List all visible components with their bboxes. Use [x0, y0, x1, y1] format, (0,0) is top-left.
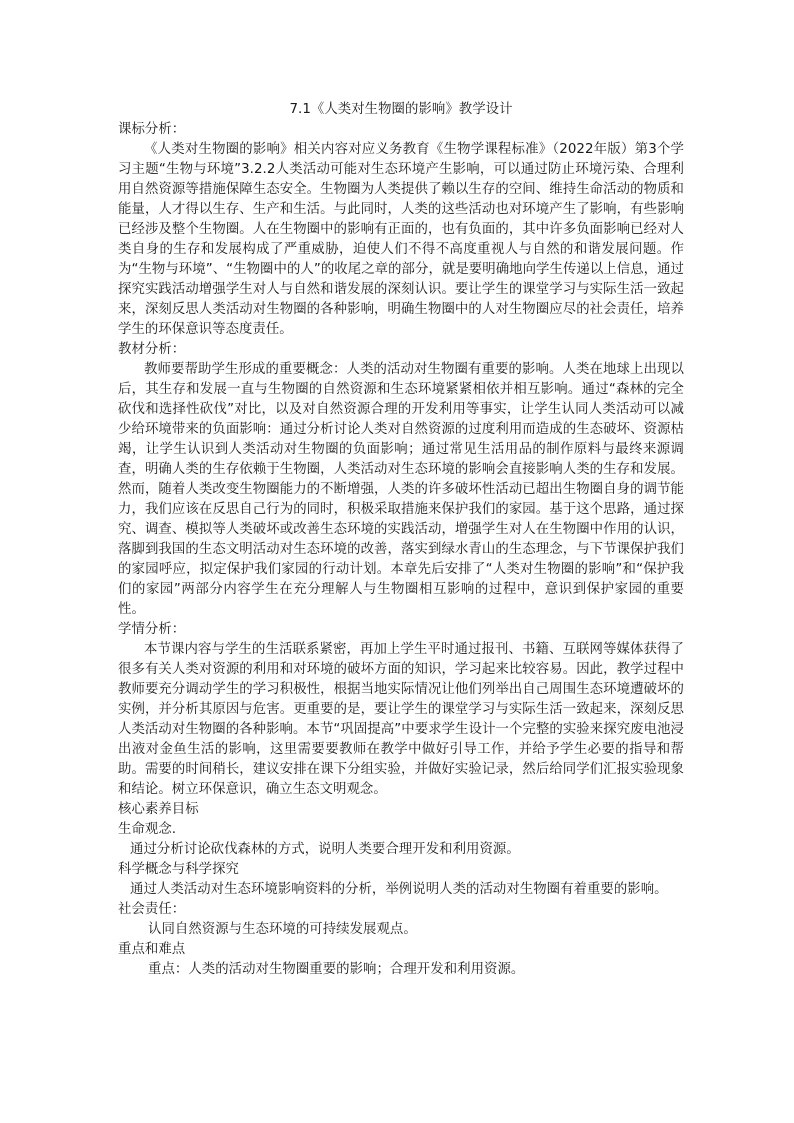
textbook-heading: 教材分析： — [118, 342, 186, 357]
social-heading: 社会责任： — [118, 902, 186, 917]
core-literacy-heading: 核心素养目标 — [118, 802, 199, 817]
science-text: 通过人类活动对生态环境影响资料的分析，举例说明人类的活动对生物圈有着重要的影响。 — [130, 882, 668, 897]
life-concept-heading: 生命观念. — [118, 822, 177, 837]
key-points-heading: 重点和难点 — [118, 942, 186, 957]
curriculum-paragraph: 《人类对生物圈的影响》相关内容对应义务教育《生物学课程标准》（2022年版）第3个学习主题“生物与环境”3.2.2人类活动可能对生态环境产生影响，可以通过防止环境污染、合理利用自然资源等措施保障生态安全。生物圈为人类提供了赖以生存的空间、维持生命活动的物质和能量，人才得以生存、生产和生活。与此同时，人类的这些活动也对环境产生了影响，有些影响已经涉及整个生物圈。人在生物圈中的影响有正面的，也有负面的，其中许多负面影响已经对人类自身的生存和发展构成了严重威胁，迫使人们不得不高度重视人与自然的和谐发展问题。作为“生物与环境”、“生物圈中的人”的收尾之章的部分，就是要明确地向学生传递以上信息，通过探究实践活动增强学生对人与自然和谐发展的深刻认识。要让学生的课堂学习与实际生活一致起来，深刻反思人类活动对生物圈的各种影响，明确生物圈中的人对生物圈应尽的社会责任，培养学生的环保意识等态度责任。 — [118, 142, 684, 337]
science-heading: 科学概念与科学探究 — [118, 862, 239, 877]
student-paragraph: 本节课内容与学生的生活联系紧密，再加上学生平时通过报刊、书籍、互联网等媒体获得了很多有关人类对资源的利用和对环境的破坏方面的知识，学习起来比较容易。因此，教学过程中教师要充分调动学生的学习积极性，根据当地实际情况让他们列举出自己周围生态环境遭破坏的实例，并分析其原因与危害。更重要的是，要让学生的课堂学习与实际生活一致起来，深刻反思人类活动对生物圈的各种影响。本节“巩固提高”中要求学生设计一个完整的实验来探究废电池浸出液对金鱼生活的影响，这里需要要教师在教学中做好引导工作，并给予学生必要的指导和帮助。需要的时间稍长，建议安排在课下分组实验，并做好实验记录，然后给同学们汇报实验现象和结论。树立环保意识，确立生态文明观念。 — [118, 642, 684, 797]
document-page — [118, 100, 684, 980]
curriculum-heading: 课标分析： — [118, 122, 186, 137]
textbook-paragraph: 教师要帮助学生形成的重要概念：人类的活动对生物圈有重要的影响。人类在地球上出现以后，其生存和发展一直与生物圈的自然资源和生态环境紧紧相依并相互影响。通过“森林的完全砍伐和选择性砍伐”对比，以及对自然资源合理的开发利用等事实，让学生认同人类活动可以减少给环境带来的负面影响：通过分析讨论人类对自然资源的过度利用而造成的生态破坏、资源枯竭，让学生认识到人类活动对生物圈的负面影响；通过常见生活用品的制作原料与最终来源调查，明确人类的生存依赖于生物圈，人类活动对生态环境的影响会直接影响人类的生存和发展。然而，随着人类改变生物圈能力的不断增强，人类的许多破坏性活动已超出生物圈自身的调节能力，我们应该在反思自己行为的同时，积极采取措施来保护我们的家园。基于这个思路，通过探究、调查、模拟等人类破坏或改善生态环境的实践活动，增强学生对人在生物圈中作用的认识，落脚到我国的生态文明活动对生态环境的改善，落实到绿水青山的生态理念，与下节课保护我们的家园呼应，拟定保护我们家园的行动计划。本章先后安排了“人类对生物圈的影响”和“保护我们的家园”两部分内容学生在充分理解人与生物圈相互影响的过程中，意识到保护家园的重要性。 — [118, 362, 684, 617]
student-heading: 学情分析： — [118, 622, 186, 637]
document-title: 7.1《人类对生物圈的影响》教学设计 — [289, 102, 513, 117]
social-text: 认同自然资源与生态环境的可持续发展观点。 — [148, 922, 417, 937]
life-concept-text: 通过分析讨论砍伐森林的方式，说明人类要合理开发和利用资源。 — [130, 842, 520, 857]
key-points-text: 重点：人类的活动对生物圈重要的影响；合理开发和利用资源。 — [148, 962, 525, 977]
